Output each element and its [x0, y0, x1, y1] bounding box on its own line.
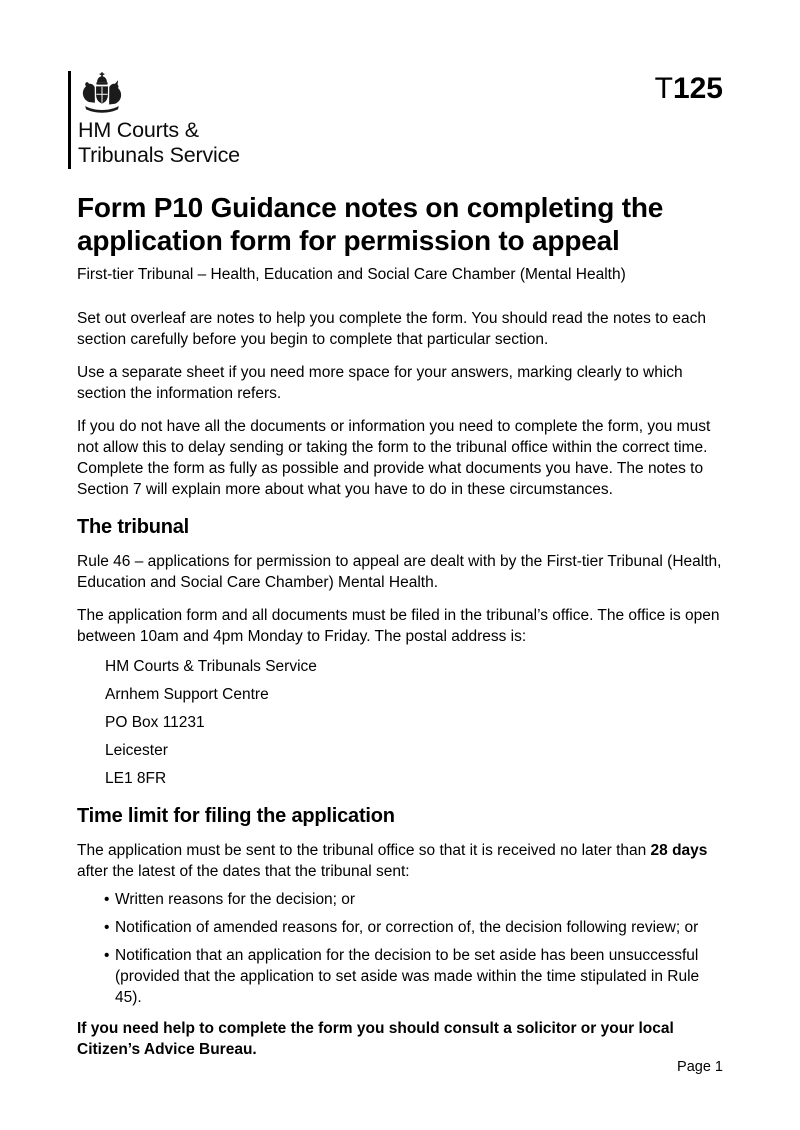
time-limit-intro — [77, 840, 725, 882]
help-notice: If you need help to complete the form you should consult a solicitor or your local Citizen’s Advice Bureau. — [77, 1020, 674, 1058]
hmcts-logo — [68, 71, 240, 169]
form-number-value: 125 — [672, 72, 723, 105]
page-title — [77, 191, 725, 257]
address-line: Arnhem Support Centre — [105, 686, 269, 703]
form-number-prefix: T — [654, 72, 673, 105]
intro-paragraph-3: If you do not have all the documents or information you need to complete the form, you must not allow this to delay sending or taking the form to the tribunal office within the correct time. Complete the form as fully as possible and provide what documents you have. The notes to Section 7 will explain more about what you have to do in these circumstances. — [77, 418, 711, 498]
page-title-line2: application form for permission to appeal — [77, 225, 620, 256]
org-name-line2: Tribunals Service — [78, 142, 240, 167]
tribunal-paragraph-2: The application form and all documents must be filed in the tribunal’s office. The office is open between 10am and 4pm Monday to Friday. The postal address is: — [77, 607, 720, 645]
section-heading-time-limit: Time limit for filing the application — [77, 805, 395, 827]
time-limit-intro-pre: The application must be sent to the tribunal office so that it is received no later than — [77, 842, 651, 859]
page-subtitle: First-tier Tribunal – Health, Education and Social Care Chamber (Mental Health) — [77, 266, 626, 283]
intro-paragraph-2: Use a separate sheet if you need more space for your answers, marking clearly to which section the information refers. — [77, 364, 683, 402]
org-name-line1: HM Courts & — [78, 118, 199, 142]
bullet-item: • Written reasons for the decision; or — [104, 889, 725, 910]
address-line: HM Courts & Tribunals Service — [105, 658, 317, 675]
page-title-line1: Form P10 Guidance notes on completing the — [77, 192, 664, 223]
form-number — [655, 73, 723, 104]
bullet-item: • Notification that an application for the decision to be set aside has been unsuccessful (provided that the application to set aside was made within the time stipulated in Rule 45). — [104, 945, 725, 1008]
bullet-item: • Notification of amended reasons for, or correction of, the decision following review; or — [104, 917, 725, 938]
time-limit-bullet-list — [77, 889, 725, 1008]
intro-paragraph-1: Set out overleaf are notes to help you complete the form. You should read the notes to each section carefully before you begin to complete that particular section. — [77, 310, 707, 348]
address-line: LE1 8FR — [105, 770, 167, 787]
tribunal-paragraph-1: Rule 46 – applications for permission to appeal are dealt with by the First-tier Tribunal (Health, Education and Social Care Chamber) Mental Health. — [77, 553, 722, 591]
royal-coat-of-arms-icon — [78, 72, 126, 115]
section-heading-tribunal: The tribunal — [77, 516, 190, 538]
page-number: Page 1 — [677, 1059, 723, 1075]
page-header — [68, 71, 723, 169]
time-limit-intro-post: after the latest of the dates that the tribunal sent: — [77, 863, 410, 880]
document-content — [77, 191, 725, 1060]
address-line: PO Box 11231 — [105, 714, 205, 731]
org-name — [78, 118, 240, 167]
postal-address — [77, 656, 725, 789]
address-line: Leicester — [105, 742, 168, 759]
time-limit-28-days: 28 days — [650, 842, 708, 859]
